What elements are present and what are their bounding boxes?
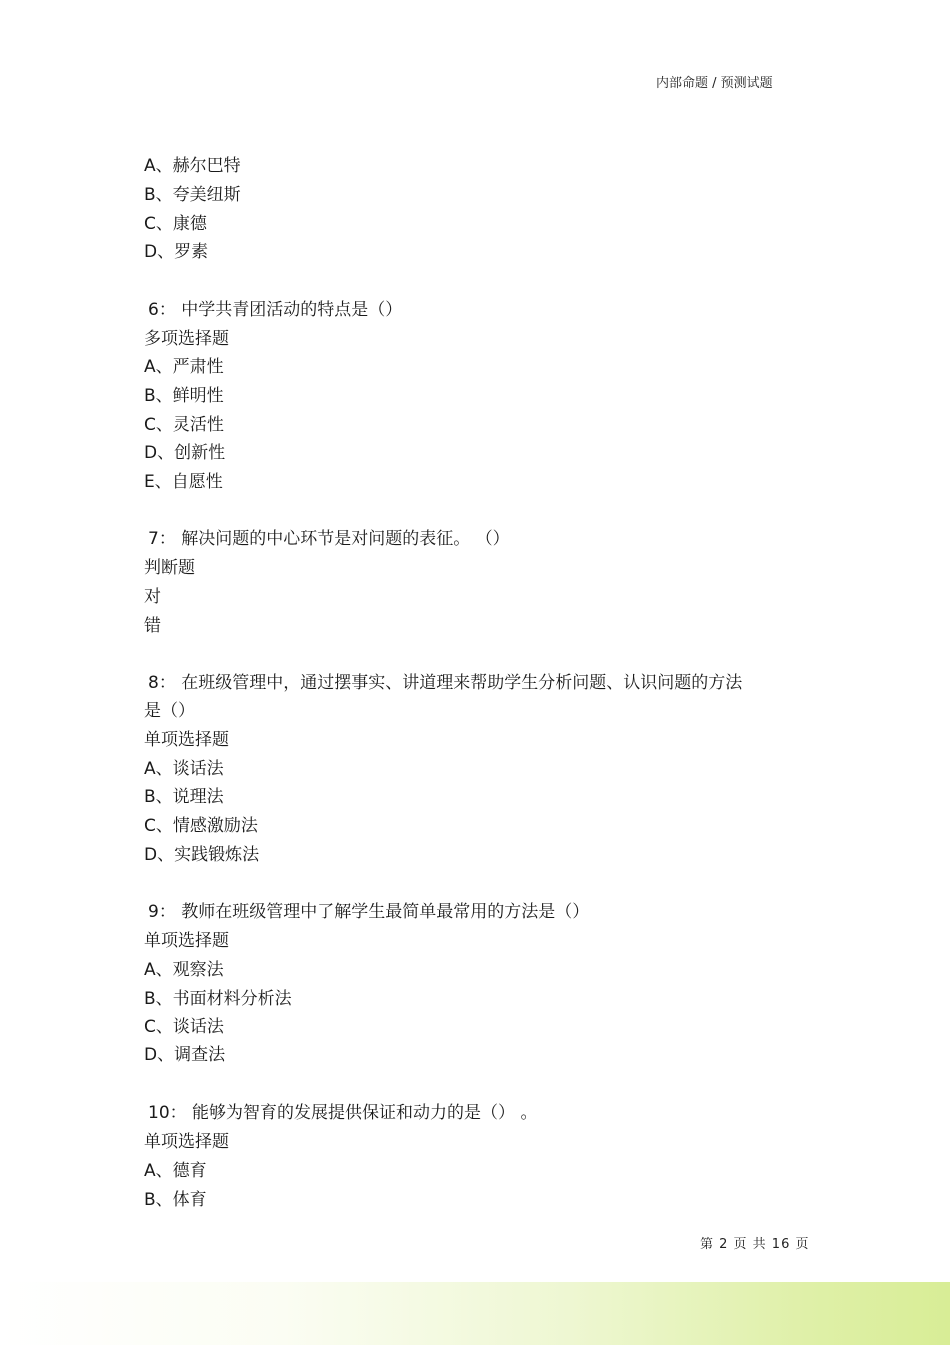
option-e: E、自愿性: [144, 472, 223, 492]
option-c: C、情感激励法: [144, 816, 258, 836]
page-number: 第 2 页 共 16 页: [700, 1237, 810, 1252]
option-c: C、谈话法: [144, 1017, 224, 1037]
option-a: A、赫尔巴特: [144, 156, 241, 176]
option-b: B、鲜明性: [144, 386, 224, 406]
question-10: 10： 能够为智育的发展提供保证和动力的是（） 。: [148, 1103, 538, 1123]
question-8-continuation: 是（）: [144, 701, 195, 721]
question-type: 单项选择题: [144, 730, 229, 750]
question-9: 9： 教师在班级管理中了解学生最简单最常用的方法是（）: [148, 902, 590, 922]
option-c: C、灵活性: [144, 415, 224, 435]
option-a: A、德育: [144, 1161, 207, 1181]
option-d: D、创新性: [144, 443, 226, 463]
option-d: D、调查法: [144, 1045, 226, 1065]
option-d: D、实践锻炼法: [144, 845, 260, 865]
decorative-footer-band: [0, 1282, 950, 1345]
option-true: 对: [144, 587, 161, 607]
option-b: B、书面材料分析法: [144, 989, 292, 1009]
option-a: A、观察法: [144, 960, 224, 980]
question-8: 8： 在班级管理中，通过摆事实、讲道理来帮助学生分析问题、认识问题的方法: [148, 673, 743, 693]
option-a: A、严肃性: [144, 357, 224, 377]
option-c: C、康德: [144, 214, 207, 234]
option-false: 错: [144, 616, 161, 636]
question-6: 6： 中学共青团活动的特点是（）: [148, 300, 403, 320]
question-7: 7： 解决问题的中心环节是对问题的表征。 （）: [148, 529, 510, 549]
option-b: B、夸美纽斯: [144, 185, 241, 205]
question-type: 判断题: [144, 558, 195, 578]
option-d: D、罗素: [144, 242, 209, 262]
question-type: 多项选择题: [144, 329, 229, 349]
option-b: B、体育: [144, 1190, 207, 1210]
question-type: 单项选择题: [144, 931, 229, 951]
page-header: 内部命题 / 预测试题: [656, 76, 773, 91]
question-type: 单项选择题: [144, 1132, 229, 1152]
option-a: A、谈话法: [144, 759, 224, 779]
option-b: B、说理法: [144, 787, 224, 807]
